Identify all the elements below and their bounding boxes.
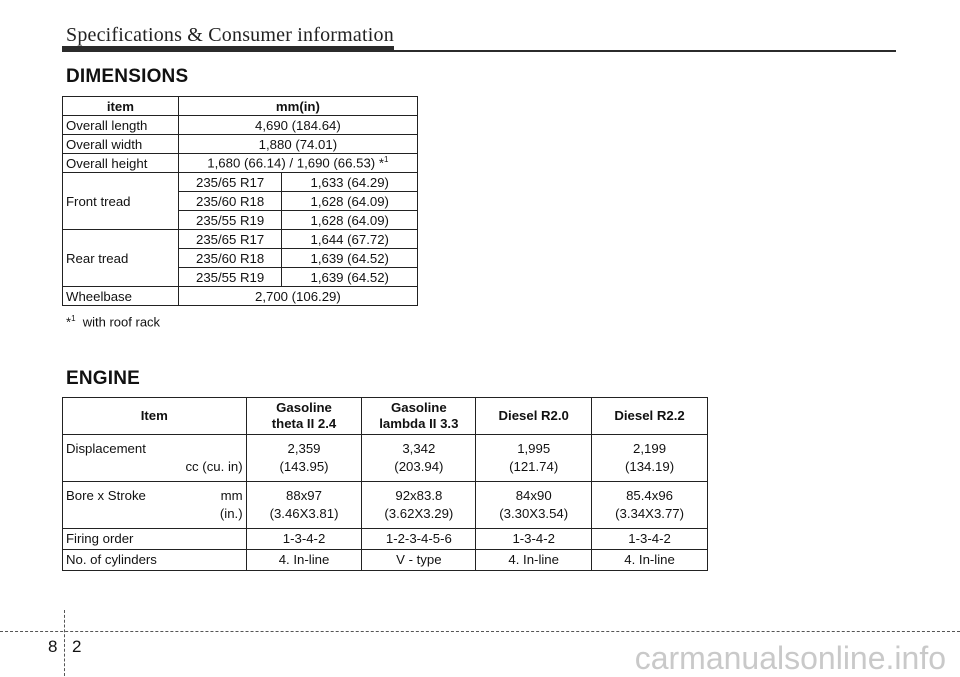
rear-tread-tire: 235/65 R17 — [178, 230, 282, 249]
table-row — [63, 230, 418, 249]
table-cell: 1-3-4-2 — [592, 529, 708, 550]
table-row — [63, 435, 708, 482]
column-header-diesel-22: Diesel R2.2 — [592, 398, 708, 435]
bore-label-line — [66, 487, 243, 505]
table-row — [63, 173, 418, 192]
table-cell — [246, 435, 362, 482]
page-header-title: Specifications & Consumer information — [66, 24, 394, 46]
cell-line: 1,995 — [517, 441, 551, 456]
cell-line: (143.95) — [279, 459, 329, 474]
cell-line: 88x97 — [286, 488, 322, 503]
cell-line: (3.46X3.81) — [269, 506, 339, 521]
row-label-cylinders: No. of cylinders — [63, 550, 247, 571]
unit-label: mm — [220, 488, 243, 503]
cell-line: 92x83.8 — [395, 488, 443, 503]
page-number: 2 — [72, 637, 82, 656]
table-cell: 1-3-4-2 — [476, 529, 592, 550]
table-cell: 4. In-line — [476, 550, 592, 571]
footnote-mark: * — [378, 155, 384, 171]
row-label-displacement-cell — [63, 435, 247, 482]
watermark: carmanualsonline.info — [634, 640, 946, 676]
front-tread-value: 1,633 (64.29) — [282, 173, 418, 192]
row-label-front-tread: Front tread — [63, 173, 179, 230]
cell-line: (134.19) — [624, 459, 675, 474]
column-header-item: item — [63, 97, 179, 116]
table-row — [63, 135, 418, 154]
table-cell: V - type — [362, 550, 476, 571]
row-label-wheelbase: Wheelbase — [63, 287, 179, 306]
table-cell: 4. In-line — [592, 550, 708, 571]
table-cell — [592, 435, 708, 482]
table-cell — [246, 482, 362, 529]
dimensions-title: DIMENSIONS — [66, 66, 189, 87]
table-cell: 1-2-3-4-5-6 — [362, 529, 476, 550]
table-row — [63, 116, 418, 135]
table-header-row — [63, 97, 418, 116]
table-cell — [362, 435, 476, 482]
value-overall-width: 1,880 (74.01) — [178, 135, 417, 154]
table-row — [63, 482, 708, 529]
row-label-overall-length: Overall length — [63, 116, 179, 135]
row-label-bore: Bore x Stroke — [66, 488, 146, 503]
rear-tread-tire: 235/60 R18 — [178, 249, 282, 268]
column-header-gasoline-24 — [246, 398, 362, 435]
cell-line: (3.34X3.77) — [615, 506, 685, 521]
cell-line: (121.74) — [509, 459, 559, 474]
header-line: Gasoline — [391, 400, 447, 415]
row-label-firing-order: Firing order — [63, 529, 247, 550]
footer-divider — [0, 631, 960, 632]
table-cell: 1-3-4-2 — [246, 529, 362, 550]
page-number-divider — [64, 610, 65, 676]
rear-tread-tire: 235/55 R19 — [178, 268, 282, 287]
rear-tread-value: 1,644 (67.72) — [282, 230, 418, 249]
row-label-rear-tread: Rear tread — [63, 230, 179, 287]
footnote-sup: 1 — [384, 155, 389, 165]
rear-tread-value: 1,639 (64.52) — [282, 249, 418, 268]
header-line: Gasoline — [276, 400, 332, 415]
column-header-diesel-20: Diesel R2.0 — [476, 398, 592, 435]
table-row — [63, 154, 418, 173]
column-header-gasoline-33 — [362, 398, 476, 435]
table-cell — [592, 482, 708, 529]
table-cell — [476, 482, 592, 529]
front-tread-tire: 235/60 R18 — [178, 192, 282, 211]
header-rule-thick — [62, 46, 394, 52]
footnote — [66, 314, 160, 329]
footnote-note-mark: * — [66, 314, 72, 330]
unit-label: cc (cu. in) — [185, 459, 243, 474]
unit-label: (in.) — [219, 506, 243, 521]
table-header-row — [63, 398, 708, 435]
row-label-displacement: Displacement — [66, 441, 146, 456]
cell-line: 85.4x96 — [626, 488, 674, 503]
footnote-text: with roof rack — [82, 314, 161, 330]
cell-line: (3.30X3.54) — [499, 506, 569, 521]
header-line: theta II 2.4 — [271, 416, 337, 431]
page-number-chapter: 8 — [48, 637, 58, 656]
cell-line: (203.94) — [394, 459, 444, 474]
cell-line: 3,342 — [402, 441, 436, 456]
value-wheelbase: 2,700 (106.29) — [178, 287, 417, 306]
table-row — [63, 550, 708, 571]
footnote-note-sup: 1 — [71, 314, 76, 323]
row-label-overall-height: Overall height — [63, 154, 179, 173]
header-line: lambda II 3.3 — [379, 416, 459, 431]
header-rule-thin — [394, 50, 896, 52]
engine-table — [62, 397, 708, 571]
rear-tread-value: 1,639 (64.52) — [282, 268, 418, 287]
row-label-bore-cell — [63, 482, 247, 529]
cell-line: (3.62X3.29) — [384, 506, 454, 521]
front-tread-tire: 235/65 R17 — [178, 173, 282, 192]
engine-title: ENGINE — [66, 368, 141, 389]
table-cell: 4. In-line — [246, 550, 362, 571]
cell-line: 2,199 — [633, 441, 667, 456]
table-cell — [476, 435, 592, 482]
table-row — [63, 529, 708, 550]
table-cell — [362, 482, 476, 529]
dimensions-table — [62, 96, 418, 306]
value-overall-length: 4,690 (184.64) — [178, 116, 417, 135]
table-row — [63, 287, 418, 306]
front-tread-tire: 235/55 R19 — [178, 211, 282, 230]
front-tread-value: 1,628 (64.09) — [282, 211, 418, 230]
cell-line: 2,359 — [287, 441, 321, 456]
cell-line: 84x90 — [515, 488, 552, 503]
front-tread-value: 1,628 (64.09) — [282, 192, 418, 211]
value-overall-height-cell — [178, 154, 417, 173]
value-overall-height: 1,680 (66.14) / 1,690 (66.53) — [207, 155, 376, 171]
column-header-item: Item — [63, 398, 247, 435]
column-header-mm: mm(in) — [178, 97, 417, 116]
row-label-overall-width: Overall width — [63, 135, 179, 154]
